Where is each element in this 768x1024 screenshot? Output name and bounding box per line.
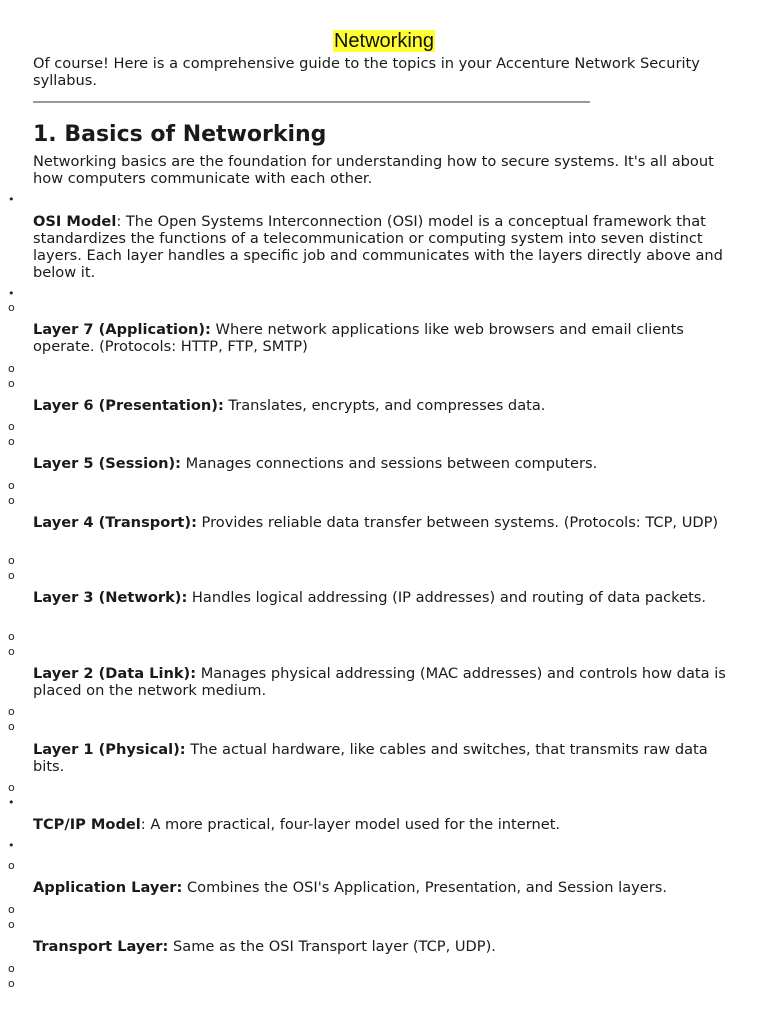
layer-5-item xyxy=(33,455,733,472)
layer-5-label: Layer 5 (Session): xyxy=(33,455,181,472)
bullet-circle: o xyxy=(8,781,15,794)
bullet-circle: o xyxy=(8,479,15,492)
layer-4-label: Layer 4 (Transport): xyxy=(33,514,197,531)
osi-model-label: OSI Model xyxy=(33,213,117,230)
tcpip-model-label: TCP/IP Model xyxy=(33,816,141,833)
bullet-circle: o xyxy=(8,569,15,582)
layer-2-text: Manages physical addressing (MAC addresses) and controls how data is placed on the network medium. xyxy=(33,665,726,699)
bullet-circle: o xyxy=(8,435,15,448)
transport-layer-item xyxy=(33,938,733,955)
bullet-circle: o xyxy=(8,377,15,390)
bullet-circle: o xyxy=(8,705,15,718)
tcpip-model-item xyxy=(33,816,733,833)
bullet-circle: o xyxy=(8,554,15,567)
tcpip-model-text: : A more practical, four-layer model used for the internet. xyxy=(140,816,561,833)
layer-7-label: Layer 7 (Application): xyxy=(33,321,211,338)
bullet-circle: o xyxy=(8,301,15,314)
bullet-circle: o xyxy=(8,977,15,990)
bullet-circle: o xyxy=(8,962,15,975)
layer-3-item xyxy=(33,589,733,606)
layer-4-text: Provides reliable data transfer between systems. (Protocols: TCP, UDP) xyxy=(196,514,719,531)
layer-3-label: Layer 3 (Network): xyxy=(33,589,188,606)
transport-layer-label: Transport Layer: xyxy=(33,938,169,955)
bullet-circle: o xyxy=(8,630,15,643)
layer-4-item xyxy=(33,514,733,531)
bullet-circle: o xyxy=(8,420,15,433)
bullet-disc: • xyxy=(8,193,15,206)
bullet-circle: o xyxy=(8,720,15,733)
layer-6-label: Layer 6 (Presentation): xyxy=(33,397,224,414)
transport-layer-text: Same as the OSI Transport layer (TCP, UDP). xyxy=(168,938,496,955)
layer-2-label: Layer 2 (Data Link): xyxy=(33,665,197,682)
layer-6-text: Translates, encrypts, and compresses data. xyxy=(223,397,546,414)
intro-paragraph: Of course! Here is a comprehensive guide to the topics in your Accenture Network Security syllabus. xyxy=(33,55,700,89)
bullet-disc: • xyxy=(8,287,15,300)
bullet-disc: • xyxy=(8,796,15,809)
bullet-circle: o xyxy=(8,903,15,916)
layer-2-item xyxy=(33,665,733,699)
bullet-circle: o xyxy=(8,918,15,931)
bullet-disc: • xyxy=(8,839,15,852)
layer-5-text: Manages connections and sessions between computers. xyxy=(181,455,598,472)
bullet-circle: o xyxy=(8,859,15,872)
bullet-circle: o xyxy=(8,645,15,658)
application-layer-label: Application Layer: xyxy=(33,879,183,896)
layer-3-text: Handles logical addressing (IP addresses) and routing of data packets. xyxy=(187,589,707,606)
layer-7-text: Where network applications like web browsers and email clients operate. (Protocols: HTTP, FTP, SMTP) xyxy=(33,321,684,355)
layer-1-item xyxy=(33,741,733,775)
bullet-circle: o xyxy=(8,362,15,375)
application-layer-text: Combines the OSI's Application, Presentation, and Session layers. xyxy=(182,879,667,896)
layer-6-item xyxy=(33,397,733,414)
bullet-circle: o xyxy=(8,494,15,507)
layer-1-text: The actual hardware, like cables and switches, that transmits raw data bits. xyxy=(33,741,708,775)
horizontal-rule xyxy=(33,101,590,103)
section-heading: 1. Basics of Networking xyxy=(33,122,327,147)
osi-model-item xyxy=(33,213,733,281)
layer-1-label: Layer 1 (Physical): xyxy=(33,741,186,758)
application-layer-item xyxy=(33,879,733,896)
document-title: Networking xyxy=(333,30,435,52)
osi-model-text: : The Open Systems Interconnection (OSI) model is a conceptual framework that standardizes the functions of a telecommunication or computing system into seven distinct layers. Each layer handles a specific job and communicates with the layers directly above and below it. xyxy=(33,213,723,281)
layer-7-item xyxy=(33,321,733,355)
document-title-wrap xyxy=(0,29,768,53)
section-intro-paragraph: Networking basics are the foundation for understanding how to secure systems. It's all about how computers communicate with each other. xyxy=(33,153,714,187)
